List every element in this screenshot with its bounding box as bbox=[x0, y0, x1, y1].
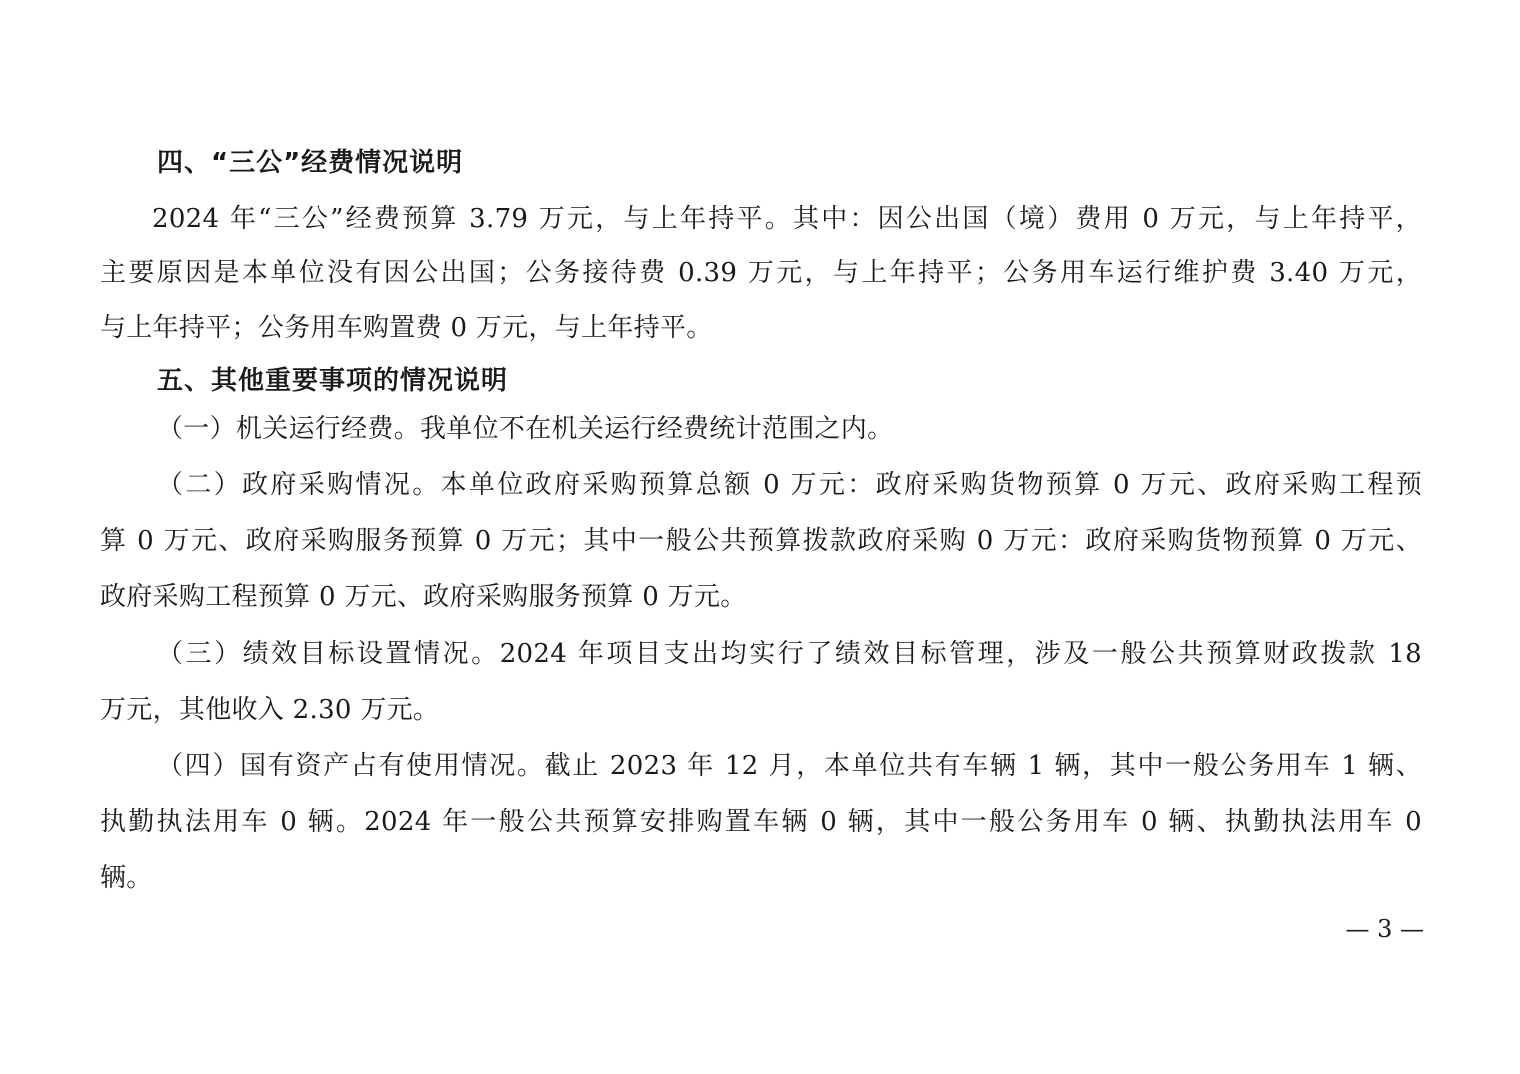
paragraph-line: 与上年持平；公务用车购置费 0 万元，与上年持平。 bbox=[100, 313, 713, 343]
paragraph-line: （三）绩效目标设置情况。2024 年项目支出均实行了绩效目标管理，涉及一般公共预算财政拨款 18 bbox=[157, 639, 1422, 669]
paragraph-line: （一）机关运行经费。我单位不在机关运行经费统计范围之内。 bbox=[157, 414, 894, 444]
paragraph-line: （四）国有资产占有使用情况。截止 2023 年 12 月，本单位共有车辆 1 辆，其中一般公务用车 1 辆、 bbox=[157, 751, 1422, 781]
paragraph-line: 算 0 万元、政府采购服务预算 0 万元；其中一般公共预算拨款政府采购 0 万元：政府采购货物预算 0 万元、 bbox=[100, 526, 1422, 556]
paragraph-line: 政府采购工程预算 0 万元、政府采购服务预算 0 万元。 bbox=[100, 582, 747, 612]
paragraph-line: 主要原因是本单位没有因公出国；公务接待费 0.39 万元，与上年持平；公务用车运行维护费 3.40 万元， bbox=[100, 258, 1422, 288]
paragraph-line: （二）政府采购情况。本单位政府采购预算总额 0 万元：政府采购货物预算 0 万元、政府采购工程预 bbox=[157, 470, 1422, 500]
section-heading: 四、“三公”经费情况说明 bbox=[157, 148, 464, 178]
paragraph-line: 辆。 bbox=[100, 863, 153, 893]
paragraph-line: 执勤执法用车 0 辆。2024 年一般公共预算安排购置车辆 0 辆，其中一般公务用车 0 辆、执勤执法用车 0 bbox=[100, 807, 1422, 837]
section-heading: 五、其他重要事项的情况说明 bbox=[157, 366, 509, 396]
paragraph-line: 2024 年“三公”经费预算 3.79 万元，与上年持平。其中：因公出国（境）费用 0 万元，与上年持平， bbox=[152, 204, 1422, 234]
page-number: — 3 — bbox=[1345, 915, 1424, 943]
paragraph-line: 万元，其他收入 2.30 万元。 bbox=[100, 695, 440, 725]
